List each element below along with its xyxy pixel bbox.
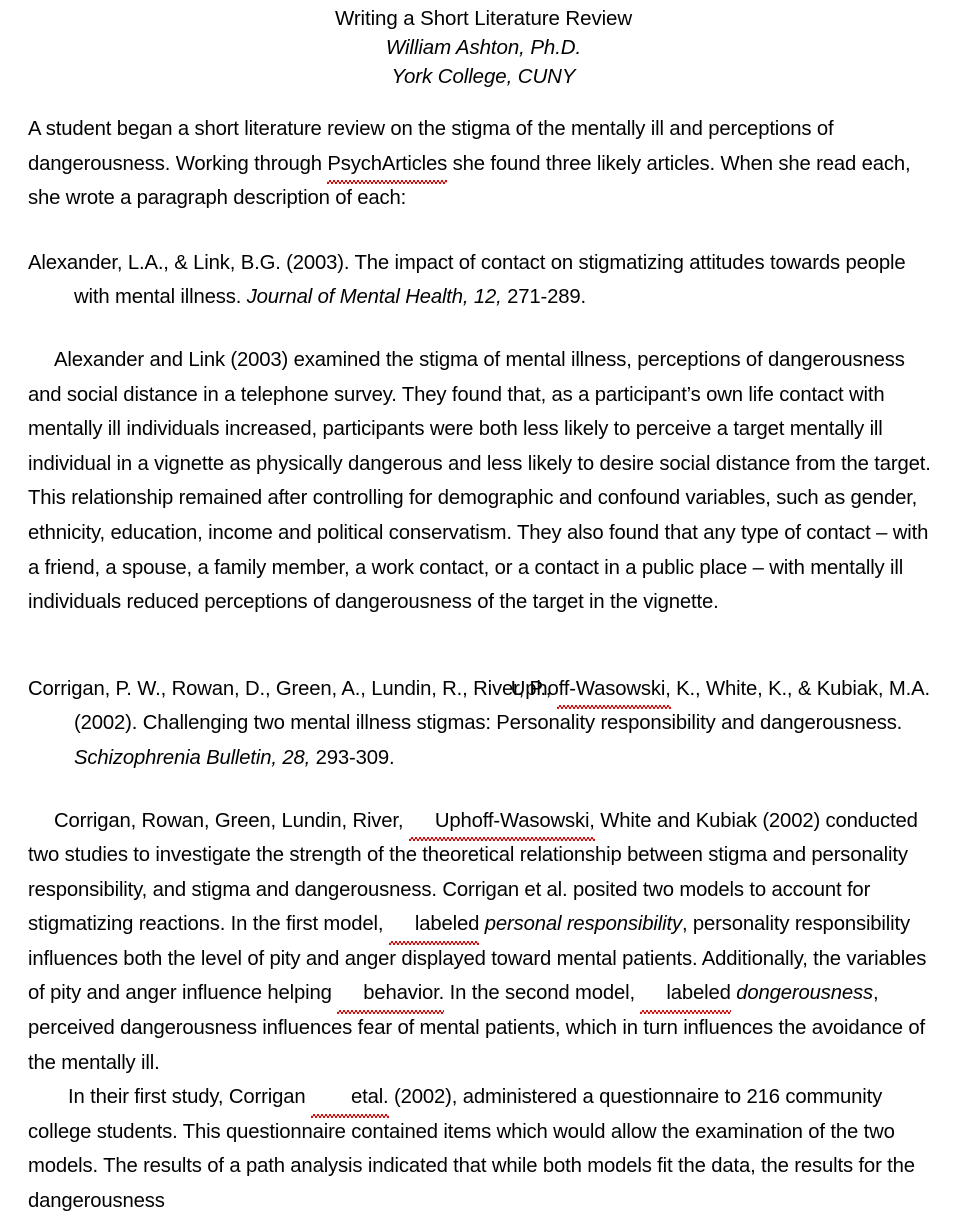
reference-journal-name: Schizophrenia Bulletin, 28, bbox=[74, 746, 311, 769]
author-affiliation: York College, CUNY bbox=[391, 65, 576, 88]
summary-text-part7: , perceived dangerousness influences fear of mental patients, which in turn influences the avoidance of the mentally ill. bbox=[28, 982, 925, 1074]
document-header bbox=[28, 4, 939, 91]
reference-authors-part2: K., White, K., & Kubiak, M.A. (2002). Challenging two mental illness stigmas: Personality responsibility and dangerousness. bbox=[74, 677, 930, 735]
page-title: Writing a Short Literature Review bbox=[334, 7, 633, 30]
misspelled-word-psycharticles: PsychArticles bbox=[327, 147, 447, 182]
reference-alexander-link bbox=[28, 246, 939, 315]
study-text-part1: In their first study, Corrigan bbox=[68, 1086, 311, 1109]
reference-corrigan-et-al bbox=[28, 672, 939, 776]
summary-text-part2: White and Kubiak (2002) conducted two studies to investigate the strength of the theoretical relationship between stigma and personality responsibility, and stigma and dangerousness. Corrigan et al. posited two models to account for stigmatizing reactions. In the first model, bbox=[28, 809, 918, 936]
reference-page-range: 293-309. bbox=[310, 746, 395, 769]
reference-page-range: 271-289. bbox=[501, 286, 586, 309]
misspelled-word-uphoff-wasowski-ref: Uphoff-Wasowski, bbox=[557, 672, 671, 707]
summary-text-part1: Corrigan, Rowan, Green, Lundin, River, bbox=[54, 809, 409, 832]
summary-text-part4: , personality responsibility influences both the level of pity and anger displayed toward mental patients. Additionally, the variables of pity and anger influence helping bbox=[28, 913, 927, 1005]
intro-text-part2: she found three likely articles. When she read each, she wrote a paragraph description of each: bbox=[28, 152, 911, 210]
model-name-dangerousness: dongerousness bbox=[736, 982, 874, 1005]
misspelled-word-labeled-second: labeled bbox=[640, 976, 730, 1011]
summary-paragraph-first-study bbox=[28, 1080, 939, 1218]
reference-authors-title: Alexander, L.A., & Link, B.G. (2003). The impact of contact on stigmatizing attitudes towards people with mental illness. bbox=[28, 251, 906, 309]
reference-journal-name: Journal of Mental Health, 12, bbox=[246, 286, 502, 309]
summary-text-part5: In the second model, bbox=[444, 982, 641, 1005]
misspelled-word-labeled-first: labeled bbox=[389, 907, 479, 942]
author-name: William Ashton, Ph.D. bbox=[385, 36, 582, 59]
intro-text-part1: A student began a short literature review on the stigma of the mentally ill and perceptions of dangerousness. Working through bbox=[28, 118, 834, 175]
study-text-part2: (2002), administered a questionnaire to 216 community college students. This questionnaire contained items which would allow the examination of the two models. The results of a path analysis indicated that while both models fit the data, the results for the dangerousness bbox=[28, 1086, 915, 1213]
summary-paragraph-corrigan bbox=[28, 804, 939, 1081]
misspelled-word-uphoff-wasowski-summary: Uphoff-Wasowski, bbox=[409, 804, 595, 839]
model-name-personal-responsibility: personal responsibility bbox=[484, 913, 682, 936]
misspelled-word-behavior: behavior. bbox=[337, 976, 444, 1011]
misspelled-word-etal: etal. bbox=[311, 1080, 389, 1115]
section-spacer bbox=[28, 620, 939, 672]
summary-paragraph-alexander: Alexander and Link (2003) examined the stigma of mental illness, perceptions of dangerousness and social distance in a telephone survey. They found that, as a participant’s own life contact with mentally ill individuals increased, participants were both less likely to perceive a target mentally ill individual in a vignette as physically dangerous and less likely to desire social distance from the target. This relationship remained after controlling for demographic and confound variables, such as gender, ethnicity, education, income and political conservatism. They also found that any type of contact – with a friend, a spouse, a family member, a work contact, or a contact in a public place – with mentally ill individuals reduced perceptions of dangerousness of the target in the vignette. bbox=[28, 348, 931, 614]
reference-authors-part1: Corrigan, P. W., Rowan, D., Green, A., Lundin, R., River, P., bbox=[28, 677, 557, 700]
intro-paragraph bbox=[28, 112, 939, 216]
